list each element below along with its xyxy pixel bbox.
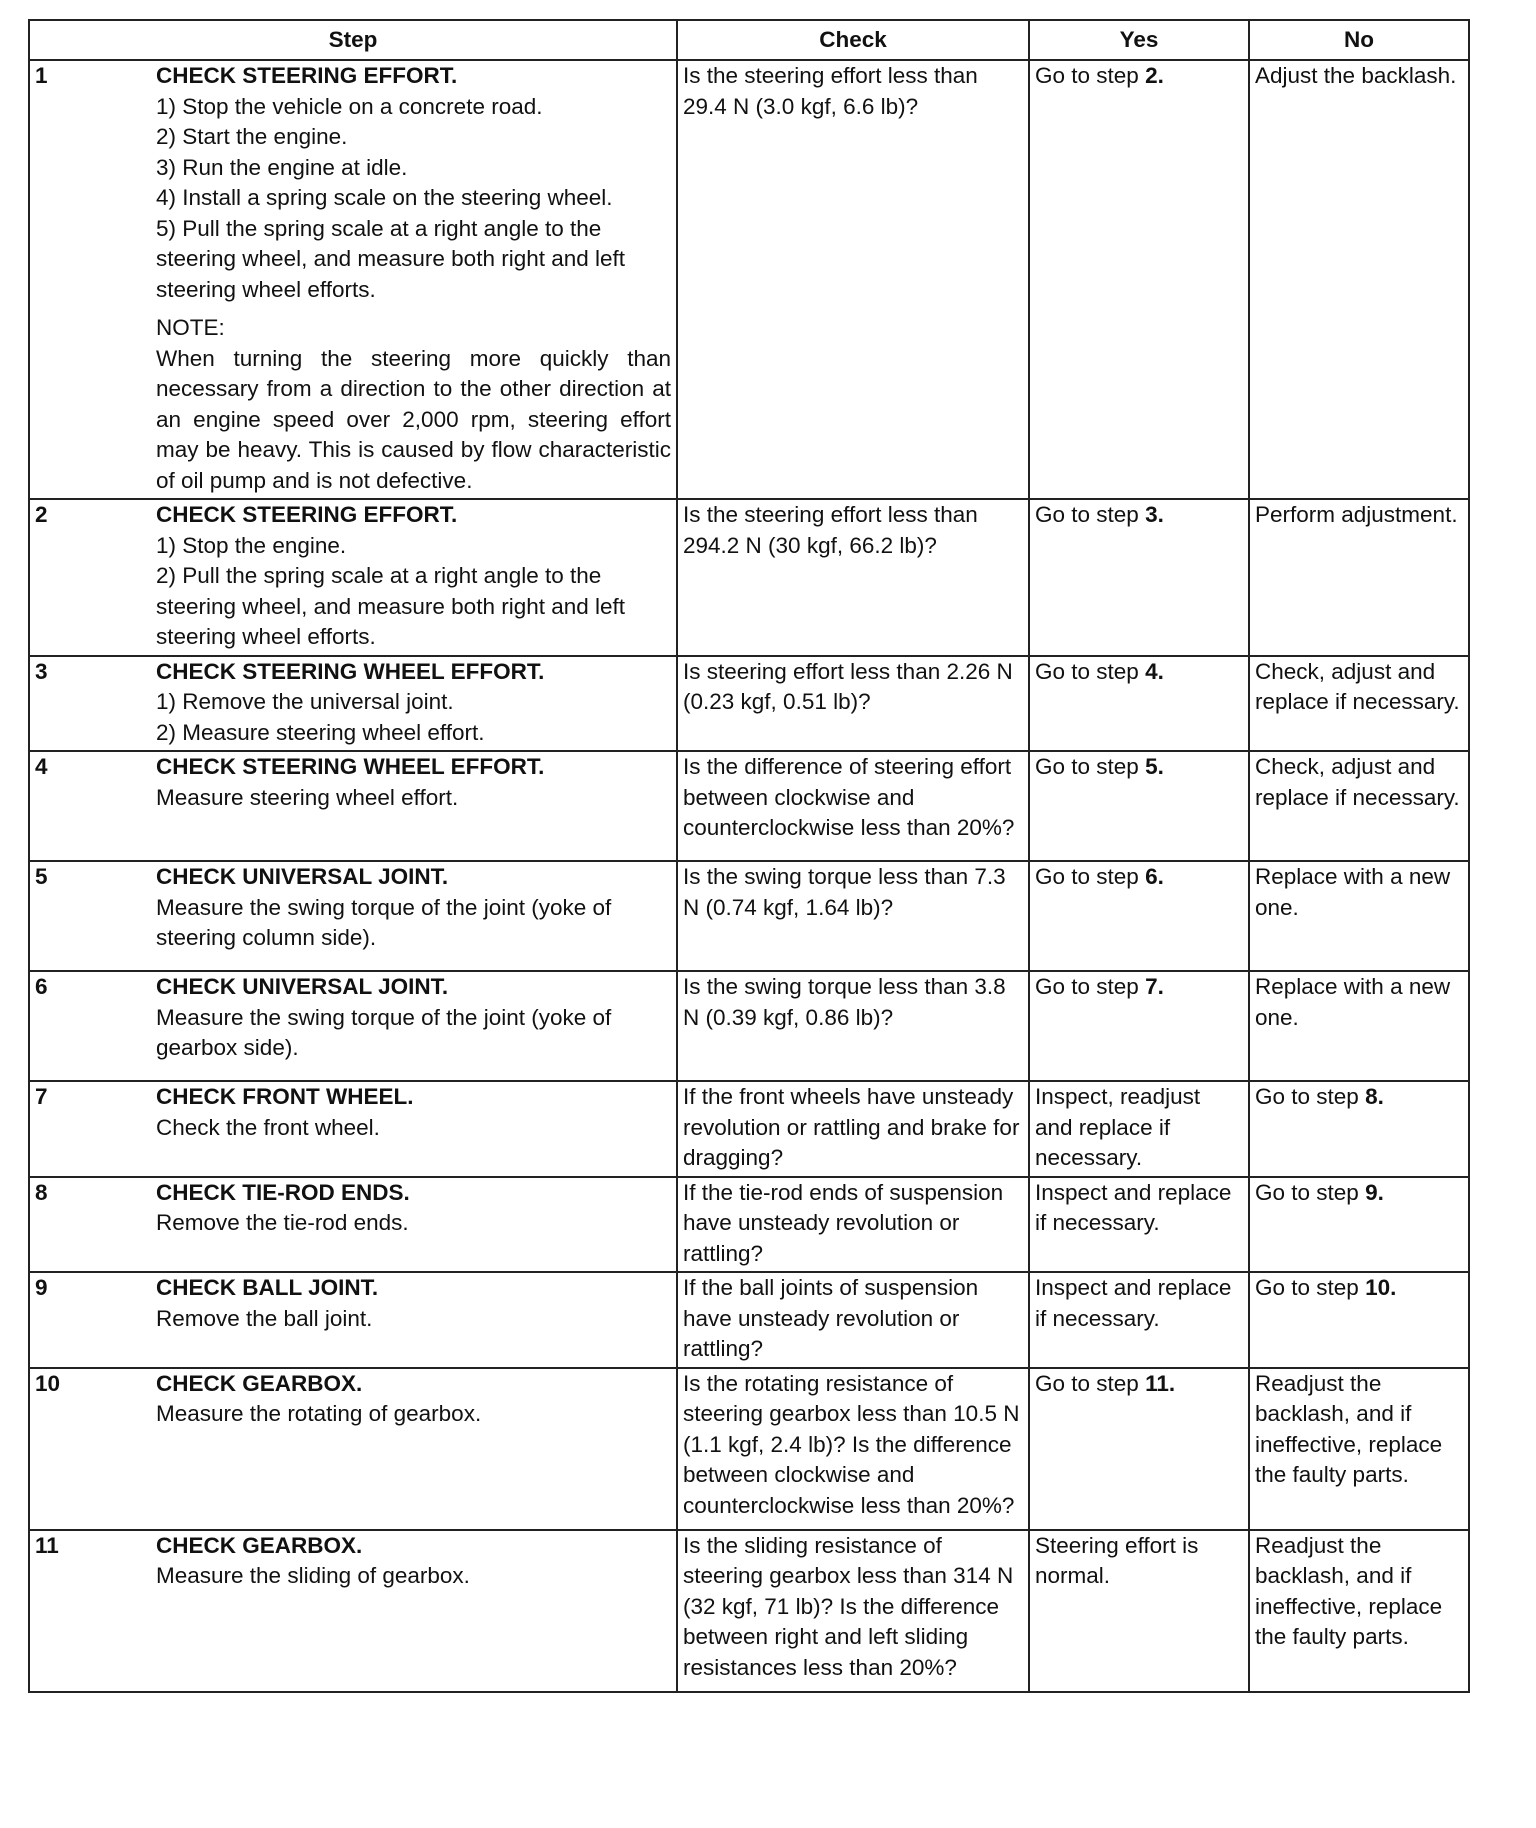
step-cell [29,1530,677,1692]
yes-step-number: 7. [1145,974,1164,999]
yes-cell [1029,60,1249,499]
step-body [156,500,671,653]
yes-step-number: 11. [1145,1370,1176,1396]
yes-text: Inspect and replace if necessary. [1035,1275,1232,1331]
yes-cell [1029,1177,1249,1273]
header-no: No [1249,20,1469,60]
header-check: Check [677,20,1029,60]
yes-text: Inspect, readjust and replace if necessary. [1035,1084,1201,1170]
step-number: 1 [35,63,48,88]
no-cell [1249,751,1469,861]
step-title: CHECK STEERING EFFORT. [156,63,458,88]
yes-text: Go to step [1035,864,1146,889]
yes-cell [1029,1530,1249,1692]
no-cell [1249,1081,1469,1177]
yes-cell [1029,971,1249,1081]
yes-cell [1029,1368,1249,1530]
step-body [156,862,671,954]
step-wrap [35,61,671,496]
table-row [29,751,1469,861]
step-wrap [35,862,671,954]
no-text: Adjust the backlash. [1255,63,1457,88]
no-cell [1249,1272,1469,1368]
table-row [29,1081,1469,1177]
step-number: 8 [35,1179,48,1205]
yes-step-number: 6. [1145,864,1164,889]
step-cell [29,861,677,971]
step-instruction: 3) Run the engine at idle. [156,154,408,180]
step-title: CHECK UNIVERSAL JOINT. [156,974,449,999]
step-number: 2 [35,502,48,527]
step-instruction: 1) Stop the engine. [156,532,347,558]
table-row [29,861,1469,971]
yes-text: Go to step [1035,658,1146,684]
yes-cell [1029,499,1249,656]
step-title: CHECK FRONT WHEEL. [156,1084,414,1109]
step-body [156,1273,671,1334]
step-cell [29,1368,677,1530]
yes-cell [1029,1272,1249,1368]
check-cell: Is steering effort less than 2.26 N (0.23 kgf, 0.51 lb)? [677,656,1029,752]
check-cell: Is the steering effort less than 29.4 N (3.0 kgf, 6.6 lb)? [677,60,1029,499]
header-step: Step [29,20,677,60]
step-instruction: Measure the swing torque of the joint (yoke of steering column side). [156,894,612,950]
step-title: CHECK UNIVERSAL JOINT. [156,864,449,889]
step-title: CHECK TIE-ROD ENDS. [156,1179,410,1205]
no-cell [1249,971,1469,1081]
step-number: 5 [35,864,48,889]
step-wrap [35,1178,671,1239]
step-body [156,972,671,1064]
no-text: Check, adjust and replace if necessary. [1255,754,1460,810]
step-instruction: 2) Measure steering wheel effort. [156,719,485,745]
table-row [29,499,1469,656]
step-instruction: 2) Pull the spring scale at a right angle to the steering wheel, and measure both right and left steering wheel efforts. [156,563,626,649]
yes-cell [1029,861,1249,971]
check-cell: Is the swing torque less than 3.8 N (0.39 kgf, 0.86 lb)? [677,971,1029,1081]
no-text: Go to step [1255,1275,1366,1300]
note-text: When turning the steering more quickly than necessary from a direction to the other direction at an engine speed over 2,000 rpm, steering effort may be heavy. This is caused by flow characteristic of oil pump and is not defective. [156,345,671,493]
step-instruction: 2) Start the engine. [156,124,348,149]
step-wrap [35,1273,671,1334]
yes-cell [1029,656,1249,752]
step-instruction: Measure the rotating of gearbox. [156,1401,482,1426]
step-title: CHECK BALL JOINT. [156,1275,379,1300]
no-text: Perform adjustment. [1255,502,1458,527]
yes-cell [1029,751,1249,861]
yes-text: Inspect and replace if necessary. [1035,1179,1232,1235]
no-cell [1249,499,1469,656]
step-wrap [35,1082,671,1143]
step-wrap [35,657,671,749]
header-yes: Yes [1029,20,1249,60]
yes-text: Go to step [1035,754,1146,779]
step-body [156,61,671,496]
no-step-number: 10. [1365,1275,1397,1300]
no-text: Go to step [1255,1179,1366,1205]
step-cell [29,656,677,752]
step-title: CHECK STEERING WHEEL EFFORT. [156,754,545,779]
step-number: 9 [35,1275,48,1300]
table-row [29,1530,1469,1692]
yes-step-number: 4. [1145,658,1164,684]
no-cell [1249,861,1469,971]
step-cell [29,1177,677,1273]
table-row [29,971,1469,1081]
no-cell [1249,60,1469,499]
step-number: 3 [35,658,48,684]
header-row [29,20,1469,60]
check-cell: If the ball joints of suspension have unsteady revolution or rattling? [677,1272,1029,1368]
yes-text: Go to step [1035,974,1146,999]
step-instruction: 4) Install a spring scale on the steering wheel. [156,185,613,210]
no-cell [1249,1368,1469,1530]
step-instruction: Measure steering wheel effort. [156,784,459,810]
step-body [156,752,671,813]
table-row [29,1272,1469,1368]
check-cell: Is the difference of steering effort between clockwise and counterclockwise less than 20%? [677,751,1029,861]
step-number: 4 [35,754,48,779]
step-cell [29,971,677,1081]
check-cell: If the tie-rod ends of suspension have unsteady revolution or rattling? [677,1177,1029,1273]
step-body [156,1369,671,1430]
step-number: 7 [35,1084,48,1109]
yes-text: Go to step [1035,63,1146,88]
step-body [156,1178,671,1239]
step-instruction: Remove the ball joint. [156,1305,373,1331]
yes-step-number: 2. [1145,63,1164,88]
step-wrap [35,500,671,653]
step-number: 10 [35,1370,61,1396]
no-step-number: 8. [1365,1084,1384,1109]
step-wrap [35,1369,671,1430]
no-text: Replace with a new one. [1255,974,1451,1030]
step-cell [29,751,677,861]
step-instruction: 1) Remove the universal joint. [156,689,454,714]
no-text: Go to step [1255,1084,1366,1109]
step-title: CHECK GEARBOX. [156,1370,363,1396]
table-row [29,1368,1469,1530]
step-instruction: Measure the sliding of gearbox. [156,1563,470,1588]
yes-text: Steering effort is normal. [1035,1532,1199,1588]
step-instruction: Check the front wheel. [156,1114,380,1140]
step-instruction: Remove the tie-rod ends. [156,1210,409,1235]
check-cell: If the front wheels have unsteady revolution or rattling and brake for dragging? [677,1081,1029,1177]
check-cell: Is the swing torque less than 7.3 N (0.74 kgf, 1.64 lb)? [677,861,1029,971]
step-instruction: Measure the swing torque of the joint (yoke of gearbox side). [156,1004,612,1060]
no-cell [1249,656,1469,752]
check-cell: Is the sliding resistance of steering gearbox less than 314 N (32 kgf, 71 lb)? Is the difference between right and left sliding resistances less than 20%? [677,1530,1029,1692]
step-wrap [35,752,671,813]
step-title: CHECK GEARBOX. [156,1532,363,1558]
table-row [29,60,1469,499]
no-text: Replace with a new one. [1255,864,1451,920]
step-instruction: 1) Stop the vehicle on a concrete road. [156,93,543,119]
yes-cell [1029,1081,1249,1177]
yes-text: Go to step [1035,1370,1146,1396]
step-title: CHECK STEERING WHEEL EFFORT. [156,658,545,684]
step-body [156,1531,671,1592]
no-text: Readjust the backlash, and if ineffective, replace the faulty parts. [1255,1532,1443,1649]
step-number: 11 [35,1532,59,1558]
step-cell [29,1081,677,1177]
step-cell [29,1272,677,1368]
no-text: Readjust the backlash, and if ineffective, replace the faulty parts. [1255,1370,1443,1487]
step-cell [29,499,677,656]
step-body [156,657,671,749]
note-label: NOTE: [156,315,225,340]
yes-step-number: 5. [1145,754,1164,779]
step-number: 6 [35,974,48,999]
no-text: Check, adjust and replace if necessary. [1255,658,1460,714]
no-cell [1249,1530,1469,1692]
step-cell [29,60,677,499]
diagnostic-table [28,19,1470,1693]
check-cell: Is the steering effort less than 294.2 N (30 kgf, 66.2 lb)? [677,499,1029,656]
table-row [29,1177,1469,1273]
step-instruction: 5) Pull the spring scale at a right angle to the steering wheel, and measure both right and left steering wheel efforts. [156,215,626,302]
step-wrap [35,1531,671,1592]
step-title: CHECK STEERING EFFORT. [156,502,458,527]
step-body [156,1082,671,1143]
step-wrap [35,972,671,1064]
yes-step-number: 3. [1145,502,1164,527]
no-step-number: 9. [1365,1179,1384,1205]
no-cell [1249,1177,1469,1273]
check-cell: Is the rotating resistance of steering gearbox less than 10.5 N (1.1 kgf, 2.4 lb)? Is the difference between clockwise and counterclockwise less than 20%? [677,1368,1029,1530]
table-row [29,656,1469,752]
yes-text: Go to step [1035,502,1146,527]
